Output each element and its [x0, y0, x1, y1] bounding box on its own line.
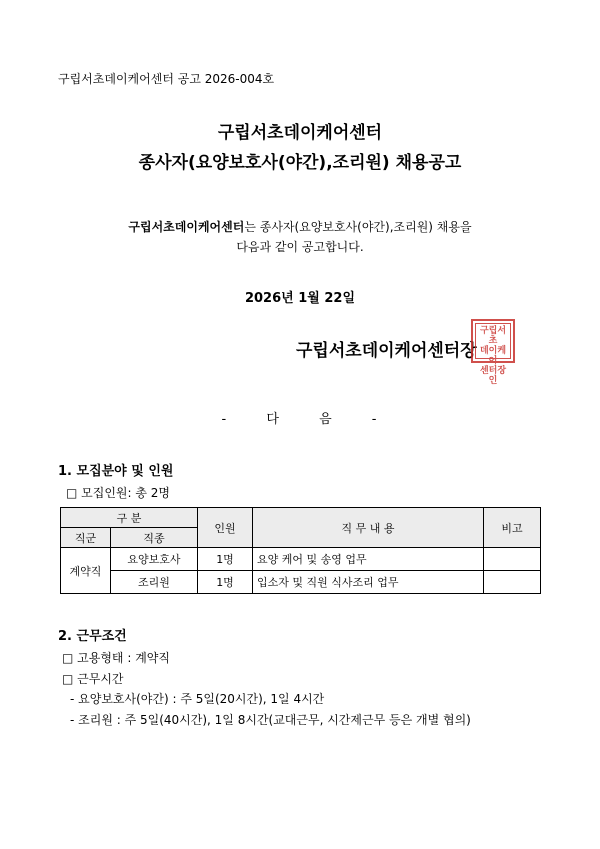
- official-seal-stamp: 구립서초 데이케어 센터장인: [471, 319, 515, 363]
- count-cell: 1명: [198, 548, 253, 571]
- employment-type: □ 고용형태 : 계약직: [62, 651, 170, 665]
- table-header-row: [61, 508, 541, 528]
- signature-org: 구립서초데이케어센터장: [296, 341, 477, 361]
- intro-line-2: 다음과 같이 공고합니다.: [236, 240, 364, 254]
- daeum-char-2: 음: [319, 412, 334, 427]
- intro-org-name: 구립서초데이케어센터: [128, 220, 245, 234]
- header-group: 구 분: [61, 508, 198, 528]
- header-count: 인원: [198, 508, 253, 548]
- intro-line-1: [0, 218, 600, 235]
- daeum-dash-left: -: [221, 412, 229, 427]
- note-cell: [484, 548, 541, 571]
- duty-cell: 입소자 및 직원 식사조리 업무: [253, 571, 484, 594]
- daeum-dash-right: -: [371, 412, 379, 427]
- notice-number: 구립서초데이케어센터 공고 2026-004호: [58, 72, 275, 86]
- type-cell: 조리원: [111, 571, 198, 594]
- work-hours-item: - 요양보호사(야간) : 주 5일(20시간), 1일 4시간: [70, 692, 325, 706]
- title-line-1: 구립서초데이케어센터: [217, 123, 383, 143]
- intro-line-1-rest: 는 종사자(요양보호사(야간),조리원) 채용을: [244, 220, 472, 234]
- rank-cell: 계약직: [61, 548, 111, 594]
- title-line-2: 종사자(요양보호사(야간),조리원) 채용공고: [138, 153, 462, 173]
- header-note: 비고: [484, 508, 541, 548]
- daeum-char-1: 다: [266, 412, 281, 427]
- section-1-heading: 1. 모집분야 및 인원: [58, 464, 174, 479]
- recruitment-table: [60, 507, 541, 594]
- recruit-total: □ 모집인원: 총 2명: [66, 486, 171, 500]
- count-cell: 1명: [198, 571, 253, 594]
- work-hours-label: □ 근무시간: [62, 672, 124, 686]
- note-cell: [484, 571, 541, 594]
- header-duty: 직 무 내 용: [253, 508, 484, 548]
- header-type: 직종: [111, 528, 198, 548]
- work-hours-item: - 조리원 : 주 5일(40시간), 1일 8시간(교대근무, 시간제근무 등은 개별 협의): [70, 713, 471, 727]
- table-row: [61, 548, 541, 571]
- table-row: [61, 571, 541, 594]
- daeum-divider: [0, 408, 600, 427]
- duty-cell: 요양 케어 및 송영 업무: [253, 548, 484, 571]
- notice-date: 2026년 1월 22일: [244, 291, 356, 306]
- type-cell: 요양보호사: [111, 548, 198, 571]
- header-rank: 직군: [61, 528, 111, 548]
- section-2-heading: 2. 근무조건: [58, 629, 127, 644]
